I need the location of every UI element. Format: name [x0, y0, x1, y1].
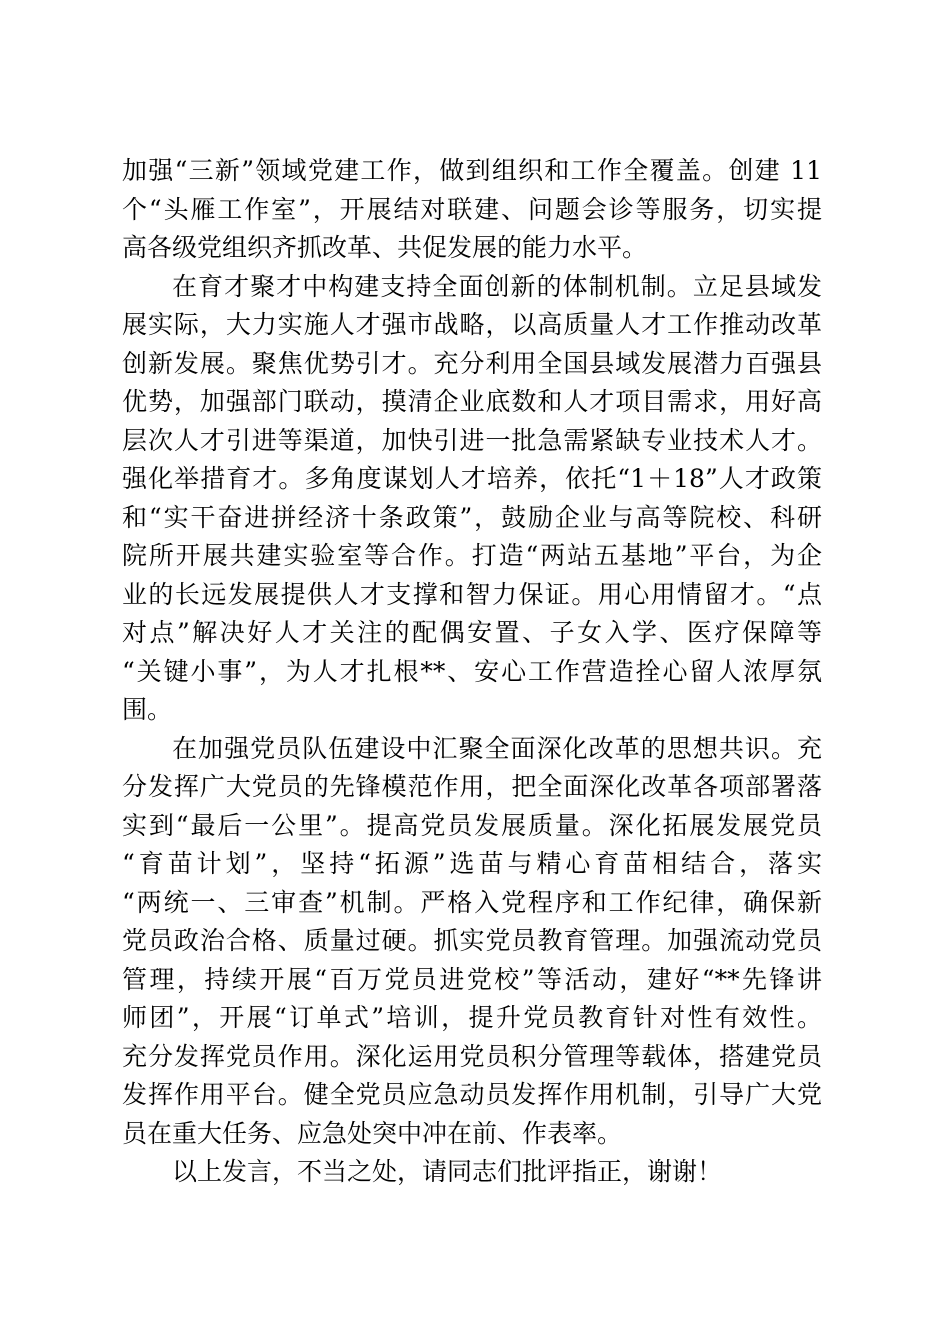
- paragraph-4: [122, 1153, 822, 1192]
- text-line: 管理，持续开展“百万党员进党校”等活动，建好“**先锋讲: [122, 964, 822, 994]
- text-line: 以上发言，不当之处，请同志们批评指正，谢谢！: [172, 1157, 723, 1186]
- text-line: 分发挥广大党员的先锋模范作用，把全面深化改革各项部署落: [122, 772, 822, 801]
- text-line: 在加强党员队伍建设中汇聚全面深化改革的思想共识。充: [172, 733, 822, 763]
- text-line: 高各级党组织齐抓改革、共促发展的能力水平。: [122, 233, 648, 262]
- text-line: 围。: [122, 695, 173, 724]
- text-line: 个“头雁工作室”，开展结对联建、问题会诊等服务，切实提: [122, 194, 822, 224]
- text-line: 展实际，大力实施人才强市战略，以高质量人才工作推动改革: [122, 310, 822, 339]
- text-line: 发挥作用平台。健全党员应急动员发挥作用机制，引导广大党: [122, 1080, 822, 1109]
- text-line: “两统一、三审查”机制。严格入党程序和工作纪律，确保新: [122, 887, 822, 917]
- text-line: 对点”解决好人才关注的配偶安置、子女入学、医疗保障等: [122, 618, 822, 647]
- text-line: 业的长远发展提供人才支撑和智力保证。用心用情留才。“点: [122, 579, 822, 609]
- paragraph-2: [122, 268, 822, 730]
- text-line: “育苗计划”，坚持“拓源”选苗与精心育苗相结合，落实: [122, 849, 822, 878]
- text-line: 层次人才引进等渠道，加快引进一批急需紧缺专业技术人才。: [122, 425, 822, 455]
- text-line: 创新发展。聚焦优势引才。充分利用全国县域发展潜力百强县: [122, 348, 822, 378]
- text-line: 强化举措育才。多角度谋划人才培养，依托“1＋18”人才政策: [122, 464, 822, 493]
- text-line: 党员政治合格、质量过硬。抓实党员教育管理。加强流动党员: [122, 926, 822, 955]
- text-line: 充分发挥党员作用。深化运用党员积分管理等载体，搭建党员: [122, 1041, 822, 1071]
- paragraph-3: [122, 730, 822, 1154]
- text-line: 员在重大任务、应急处突中冲在前、作表率。: [122, 1118, 623, 1148]
- text-line: 和“实干奋进拼经济十条政策”，鼓励企业与高等院校、科研: [122, 502, 822, 532]
- text-line: 加强“三新”领域党建工作，做到组织和工作全覆盖。创建 11: [122, 156, 822, 185]
- text-line: “关键小事”，为人才扎根**、安心工作营造拴心留人浓厚氛: [122, 656, 822, 686]
- text-line: 在育才聚才中构建支持全面创新的体制机制。立足县域发: [172, 271, 822, 301]
- text-line: 优势，加强部门联动，摸清企业底数和人才项目需求，用好高: [122, 387, 822, 416]
- text-line: 院所开展共建实验室等合作。打造“两站五基地”平台，为企: [122, 541, 822, 570]
- document-body: [122, 152, 822, 1192]
- text-line: 师团”，开展“订单式”培训，提升党员教育针对性有效性。: [122, 1003, 822, 1032]
- paragraph-1: [122, 152, 822, 268]
- text-line: 实到“最后一公里”。提高党员发展质量。深化拓展发展党员: [122, 810, 822, 840]
